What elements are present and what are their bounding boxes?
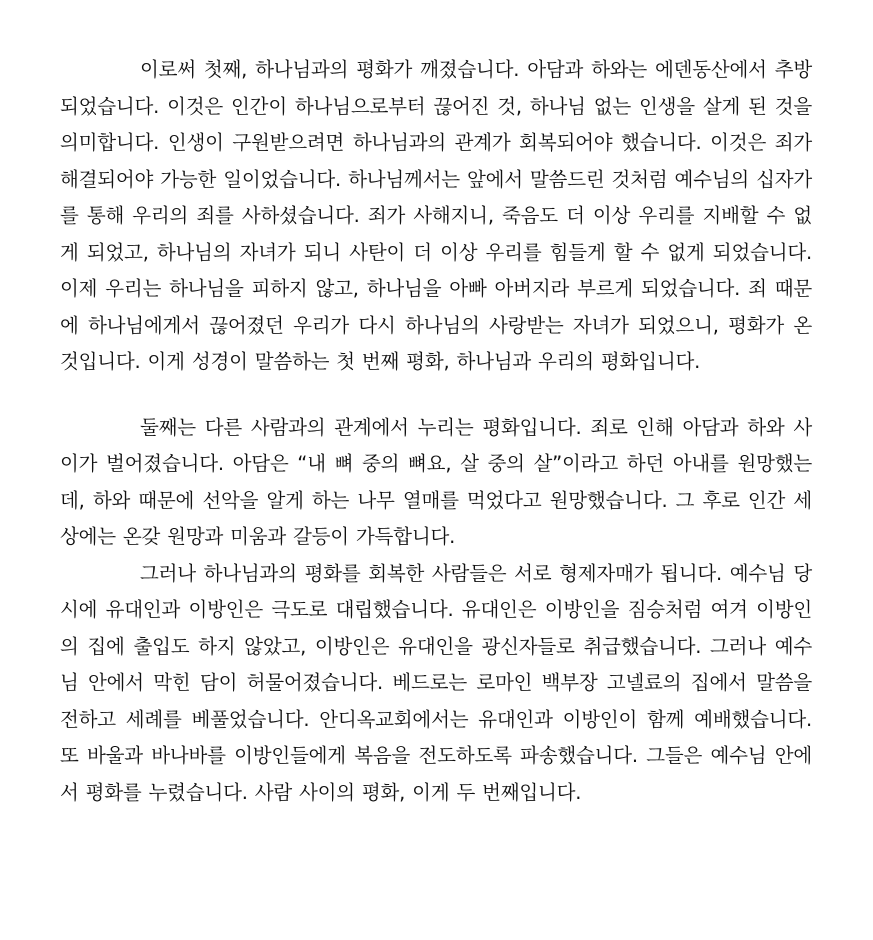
document-body [60,52,812,811]
paragraph-first-peace: 이로써 첫째, 하나님과의 평화가 깨졌습니다. 아담과 하와는 에덴동산에서 추방되었습니다. 이것은 인간이 하나님으로부터 끊어진 것, 하나님 없는 인생을 살게 된 것을 의미합니다. 인생이 구원받으려면 하나님과의 관계가 회복되어야 했습니다. 이것은 죄가 해결되어야 가능한 일이었습니다. 하나님께서는 앞에서 말씀드린 것처럼 예수님의 십자가를 통해 우리의 죄를 사하셨습니다. 죄가 사해지니, 죽음도 더 이상 우리를 지배할 수 없게 되었고, 하나님의 자녀가 되니 사탄이 더 이상 우리를 힘들게 할 수 없게 되었습니다. 이제 우리는 하나님을 피하지 않고, 하나님을 아빠 아버지라 부르게 되었습니다. 죄 때문에 하나님에게서 끊어졌던 우리가 다시 하나님의 사랑받는 자녀가 되었으니, 평화가 온 것입니다. 이게 성경이 말씀하는 첫 번째 평화, 하나님과 우리의 평화입니다. [60,58,812,373]
paragraph-spacer [60,381,812,410]
paragraph-second-peace-detail: 그러나 하나님과의 평화를 회복한 사람들은 서로 형제자매가 됩니다. 예수님 당시에 유대인과 이방인은 극도로 대립했습니다. 유대인은 이방인을 짐승처럼 여겨 이방인의 집에 출입도 하지 않았고, 이방인은 유대인을 광신자들로 취급했습니다. 그러나 예수님 안에서 막힌 담이 허물어졌습니다. 베드로는 로마인 백부장 고넬료의 집에서 말씀을 전하고 세례를 베풀었습니다. 안디옥교회에서는 유대인과 이방인이 함께 예배했습니다. 또 바울과 바나바를 이방인들에게 복음을 전도하도록 파송했습니다. 그들은 예수님 안에서 평화를 누렸습니다. 사람 사이의 평화, 이게 두 번째입니다. [60,561,812,804]
paragraph-second-peace-intro: 둘째는 다른 사람과의 관계에서 누리는 평화입니다. 죄로 인해 아담과 하와 사이가 벌어졌습니다. 아담은 “내 뼈 중의 뼈요, 살 중의 살”이라고 하던 아내를 원망했는데, 하와 때문에 선악을 알게 하는 나무 열매를 먹었다고 원망했습니다. 그 후로 인간 세상에는 온갖 원망과 미움과 갈등이 가득합니다. [60,415,812,548]
